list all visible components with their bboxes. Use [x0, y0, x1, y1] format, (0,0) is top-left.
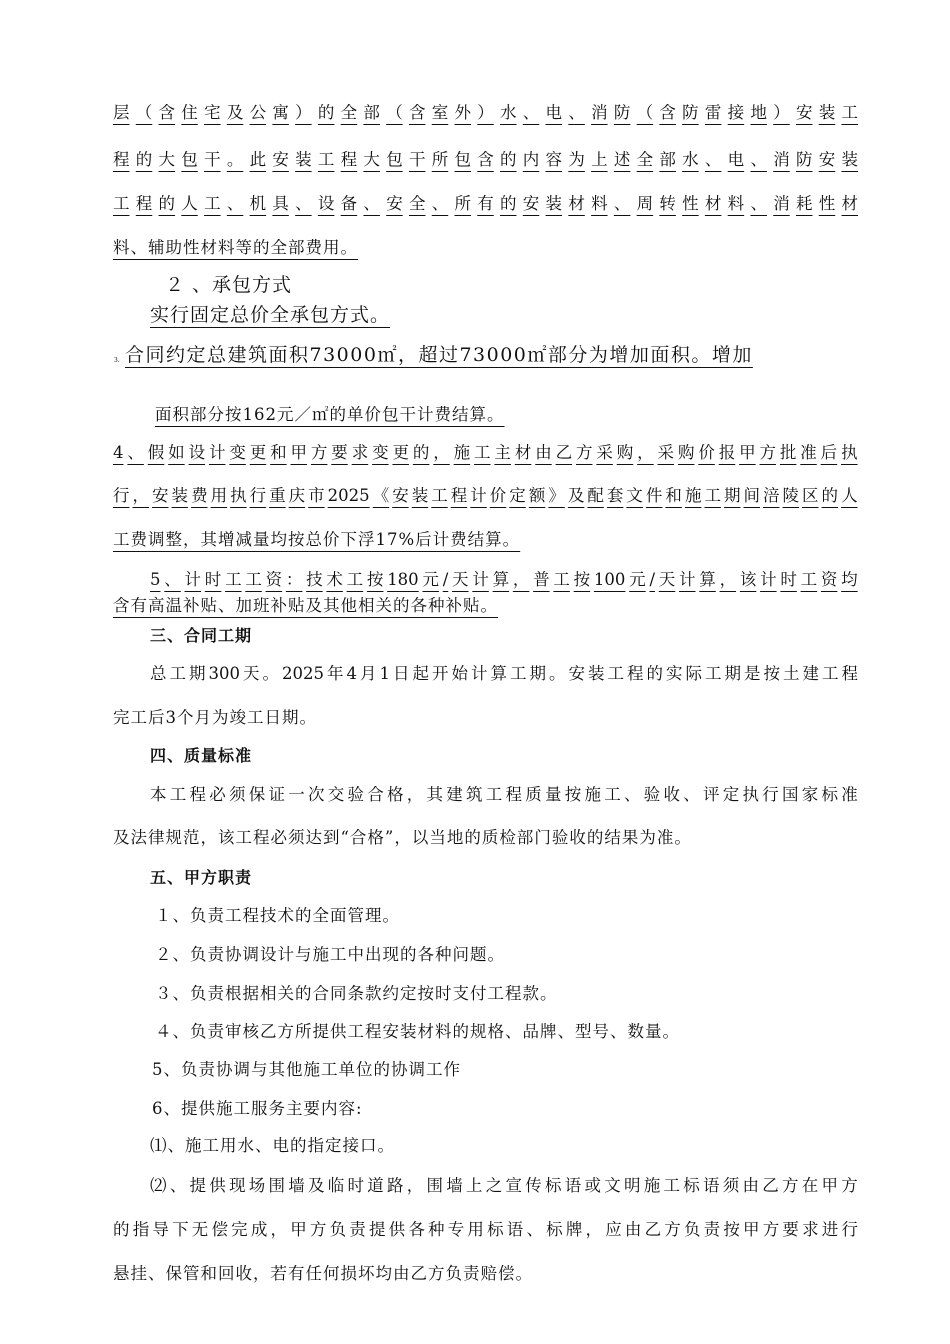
duty-item-2: ２、负责协调设计与施工中出现的各种问题。 [155, 945, 505, 964]
item5-line-2: 含有高温补贴、加班补贴及其他相关的各种补贴。 [113, 596, 498, 615]
service-item-2-line-2: 的 指 导 下 无 偿 完 成 ， 甲 方 负 责 提 供 各 种 专 用 标 语 、 标 牌 ， 应 由 乙 方 负 责 按 甲 方 要 求 进 行 [113, 1220, 858, 1239]
section-5-title: 五、甲方职责 [150, 868, 253, 887]
duty-item-5: 5、负责协调与其他施工单位的协调工作 [152, 1060, 461, 1079]
item2-title: ２ 、承包方式 [165, 274, 293, 296]
item3-line1: 合同约定总建筑面积73000㎡，超过73000㎡部分为增加面积。增加 [125, 344, 753, 366]
section-3-line-2: 完工后3个月为竣工日期。 [113, 708, 317, 727]
item2-text: 实行固定总价全承包方式。 [150, 304, 391, 326]
item4-line-1: 4 、 假 如 设 计 变 更 和 甲 方 要 求 变 更 的 ， 施 工 主 材 由 乙 方 采 购 ， 采 购 价 报 甲 方 批 准 后 执 [113, 443, 858, 462]
section-3-line-1: 总 工 期 300 天 。 2025 年 4 月 1 日 起 开 始 计 算 工 期 。 安 装 工 程 的 实 际 工 期 是 按 土 建 工 程 [150, 664, 858, 683]
service-item-2-line-3: 悬挂、保管和回收，若有任何损坏均由乙方负责赔偿。 [113, 1264, 533, 1283]
section-4-title: 四、质量标准 [150, 746, 253, 765]
section-4-line-1: 本 工 程 必 须 保 证 一 次 交 验 合 格 ， 其 建 筑 工 程 质 量 按 施 工 、 验 收 、 评 定 执 行 国 家 标 准 [150, 785, 858, 804]
service-item-2-line-1: ⑵ 、 提 供 现 场 围 墙 及 临 时 道 路 ， 围 墙 上 之 宣 传 标 语 或 文 明 施 工 标 语 须 由 乙 方 在 甲 方 [150, 1176, 858, 1195]
scope-line-3: 工 程 的 人 工 、 机 具 、 设 备 、 安 全 、 所 有 的 安 装 材 料 、 周 转 性 材 料 、 消 耗 性 材 [113, 194, 858, 213]
section-4-line-2: 及法律规范，该工程必须达到“合格”，以当地的质检部门验收的结果为准。 [113, 828, 692, 847]
duty-item-1: １、负责工程技术的全面管理。 [155, 906, 400, 925]
duty-item-3: ３、负责根据相关的合同条款约定按时支付工程款。 [155, 984, 558, 1003]
duty-item-4: ４、负责审核乙方所提供工程安装材料的规格、品牌、型号、数量。 [155, 1022, 680, 1041]
section-3-title: 三、合同工期 [150, 626, 253, 645]
item5-line-1: 5 、 计 时 工 工 资 ： 技 术 工 按 180 元 / 天 计 算 ， 普 工 按 100 元 / 天 计 算 ， 该 计 时 工 资 均 [150, 570, 858, 589]
item3-marker: 3. [114, 357, 120, 364]
duty-item-6: 6、提供施工服务主要内容: [152, 1099, 363, 1118]
scope-line-4: 料、辅助性材料等的全部费用。 [113, 238, 358, 257]
scope-line-1: 层 （ 含 住 宅 及 公 寓 ） 的 全 部 （ 含 室 外 ） 水 、 电 、 消 防 （ 含 防 雷 接 地 ） 安 装 工 [113, 103, 858, 122]
scope-line-2: 程 的 大 包 干 。 此 安 装 工 程 大 包 干 所 包 含 的 内 容 为 上 述 全 部 水 、 电 、 消 防 安 装 [113, 150, 858, 169]
item4-line-2: 行 ， 安 装 费 用 执 行 重 庆 市 2025 《 安 装 工 程 计 价 定 额 》 及 配 套 文 件 和 施 工 期 间 涪 陵 区 的 人 [113, 486, 858, 505]
service-item-1: ⑴、施工用水、电的指定接口。 [150, 1136, 395, 1155]
item4-line-3: 工费调整，其增减量均按总价下浮17%后计费结算。 [113, 530, 521, 549]
item3-line2: 面积部分按162元／㎡的单价包干计费结算。 [155, 405, 505, 424]
